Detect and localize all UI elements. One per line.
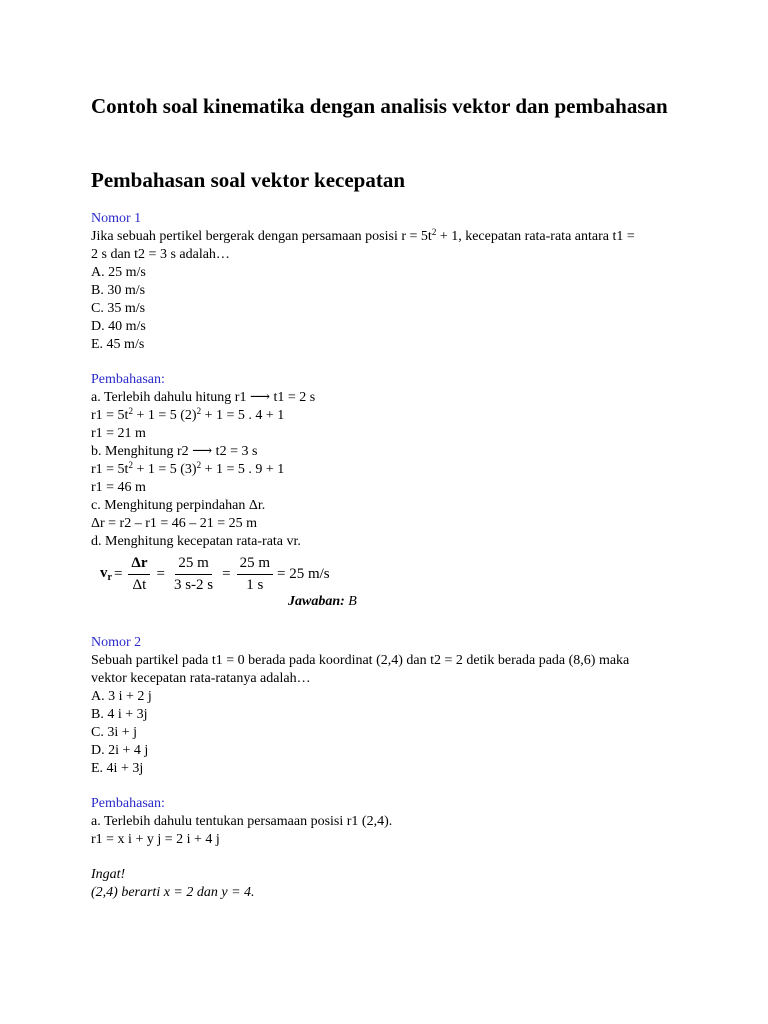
option-b: B. 4 i + 3j [91,707,148,722]
solution-step-c: c. Menghitung perpindahan Δr. [91,498,266,513]
question-2 [91,634,691,778]
question-2-stem-line-1: Sebuah partikel pada t1 = 0 berada pada koordinat (2,4) dan t2 = 2 detik berada pada (8,6) maka [91,653,630,668]
option-d: D. 40 m/s [91,319,146,334]
question-1-stem-line-2: 2 s dan t2 = 3 s adalah… [91,247,230,262]
solution-1 [91,371,691,551]
option-b: B. 30 m/s [91,283,146,298]
velocity-symbol: $v_r$ [100,565,112,583]
fraction-simplified: $\frac{25 m}{1 s}$ [237,555,273,594]
equation-result: = 25 m/s [277,565,330,582]
note-title: Ingat! [91,867,126,882]
option-d: D. 2i + 4 j [91,743,149,758]
question-1 [91,210,691,354]
question-1-label: Nomor 1 [91,211,142,226]
solution-step-b-result: r1 = 46 m [91,480,146,495]
option-c: C. 3i + j [91,725,138,740]
section-heading: Pembahasan soal vektor kecepatan [91,168,406,192]
page-title: Contoh soal kinematika dengan analisis vektor dan pembahasan [91,94,668,118]
solution-step-b-calc: $r1 = 5t^2 + 1 = 5$ $(3)^2 + 1 = 5$ . 9 + 1 [91,460,285,477]
solution-2-step-a-calc: r1 = x i + y j = 2 i + 4 j [91,832,220,847]
fraction-delta: $\frac{\Delta r}{\Delta t}$ [128,555,150,594]
option-a: A. 25 m/s [91,265,146,280]
note [91,866,691,902]
fraction-values: $\frac{25 m}{3 s-2 s}$ [173,554,214,593]
question-2-label: Nomor 2 [91,635,142,650]
solution-step-d: d. Menghitung kecepatan rata-rata vr. [91,534,301,549]
solution-step-a: a. Terlebih dahulu hitung r1 ⟶ t1 = 2 s [91,390,316,405]
solution-2-label: Pembahasan: [91,796,165,811]
solution-step-a-result: r1 = 21 m [91,426,146,441]
solution-step-a-calc: $r1 = 5t^2 + 1 = 5$ $(2)^2 + 1 = 5$ . 4 + 1 [91,406,285,423]
velocity-equation: $v_r$ = $\frac{\Delta r}{\Delta t}$ = $\frac{25 m}{3 s-2 s}$ = $\frac{25 m}{1 s}$ = 25 m/s [100,554,330,593]
option-c: C. 35 m/s [91,301,146,316]
solution-1-label: Pembahasan: [91,372,165,387]
question-2-stem-line-2: vektor kecepatan rata-ratanya adalah… [91,671,311,686]
answer-1: Jawaban: B [288,594,357,609]
solution-step-b: b. Menghitung r2 ⟶ t2 = 3 s [91,444,258,459]
solution-step-c-calc: Δr = r2 – r1 = 46 – 21 = 25 m [91,516,258,531]
solution-2-step-a: a. Terlebih dahulu tentukan persamaan posisi r1 (2,4). [91,814,393,829]
option-e: E. 4i + 3j [91,761,144,776]
solution-2 [91,795,691,849]
question-1-stem-line-1: Jika sebuah pertikel bergerak dengan persamaan posisi $r = 5t^2 + 1$, kecepatan rata-rata antara t1 = [91,227,635,244]
option-e: E. 45 m/s [91,337,145,352]
note-text: (2,4) berarti x = 2 dan y = 4. [91,885,255,900]
option-a: A. 3 i + 2 j [91,689,152,704]
